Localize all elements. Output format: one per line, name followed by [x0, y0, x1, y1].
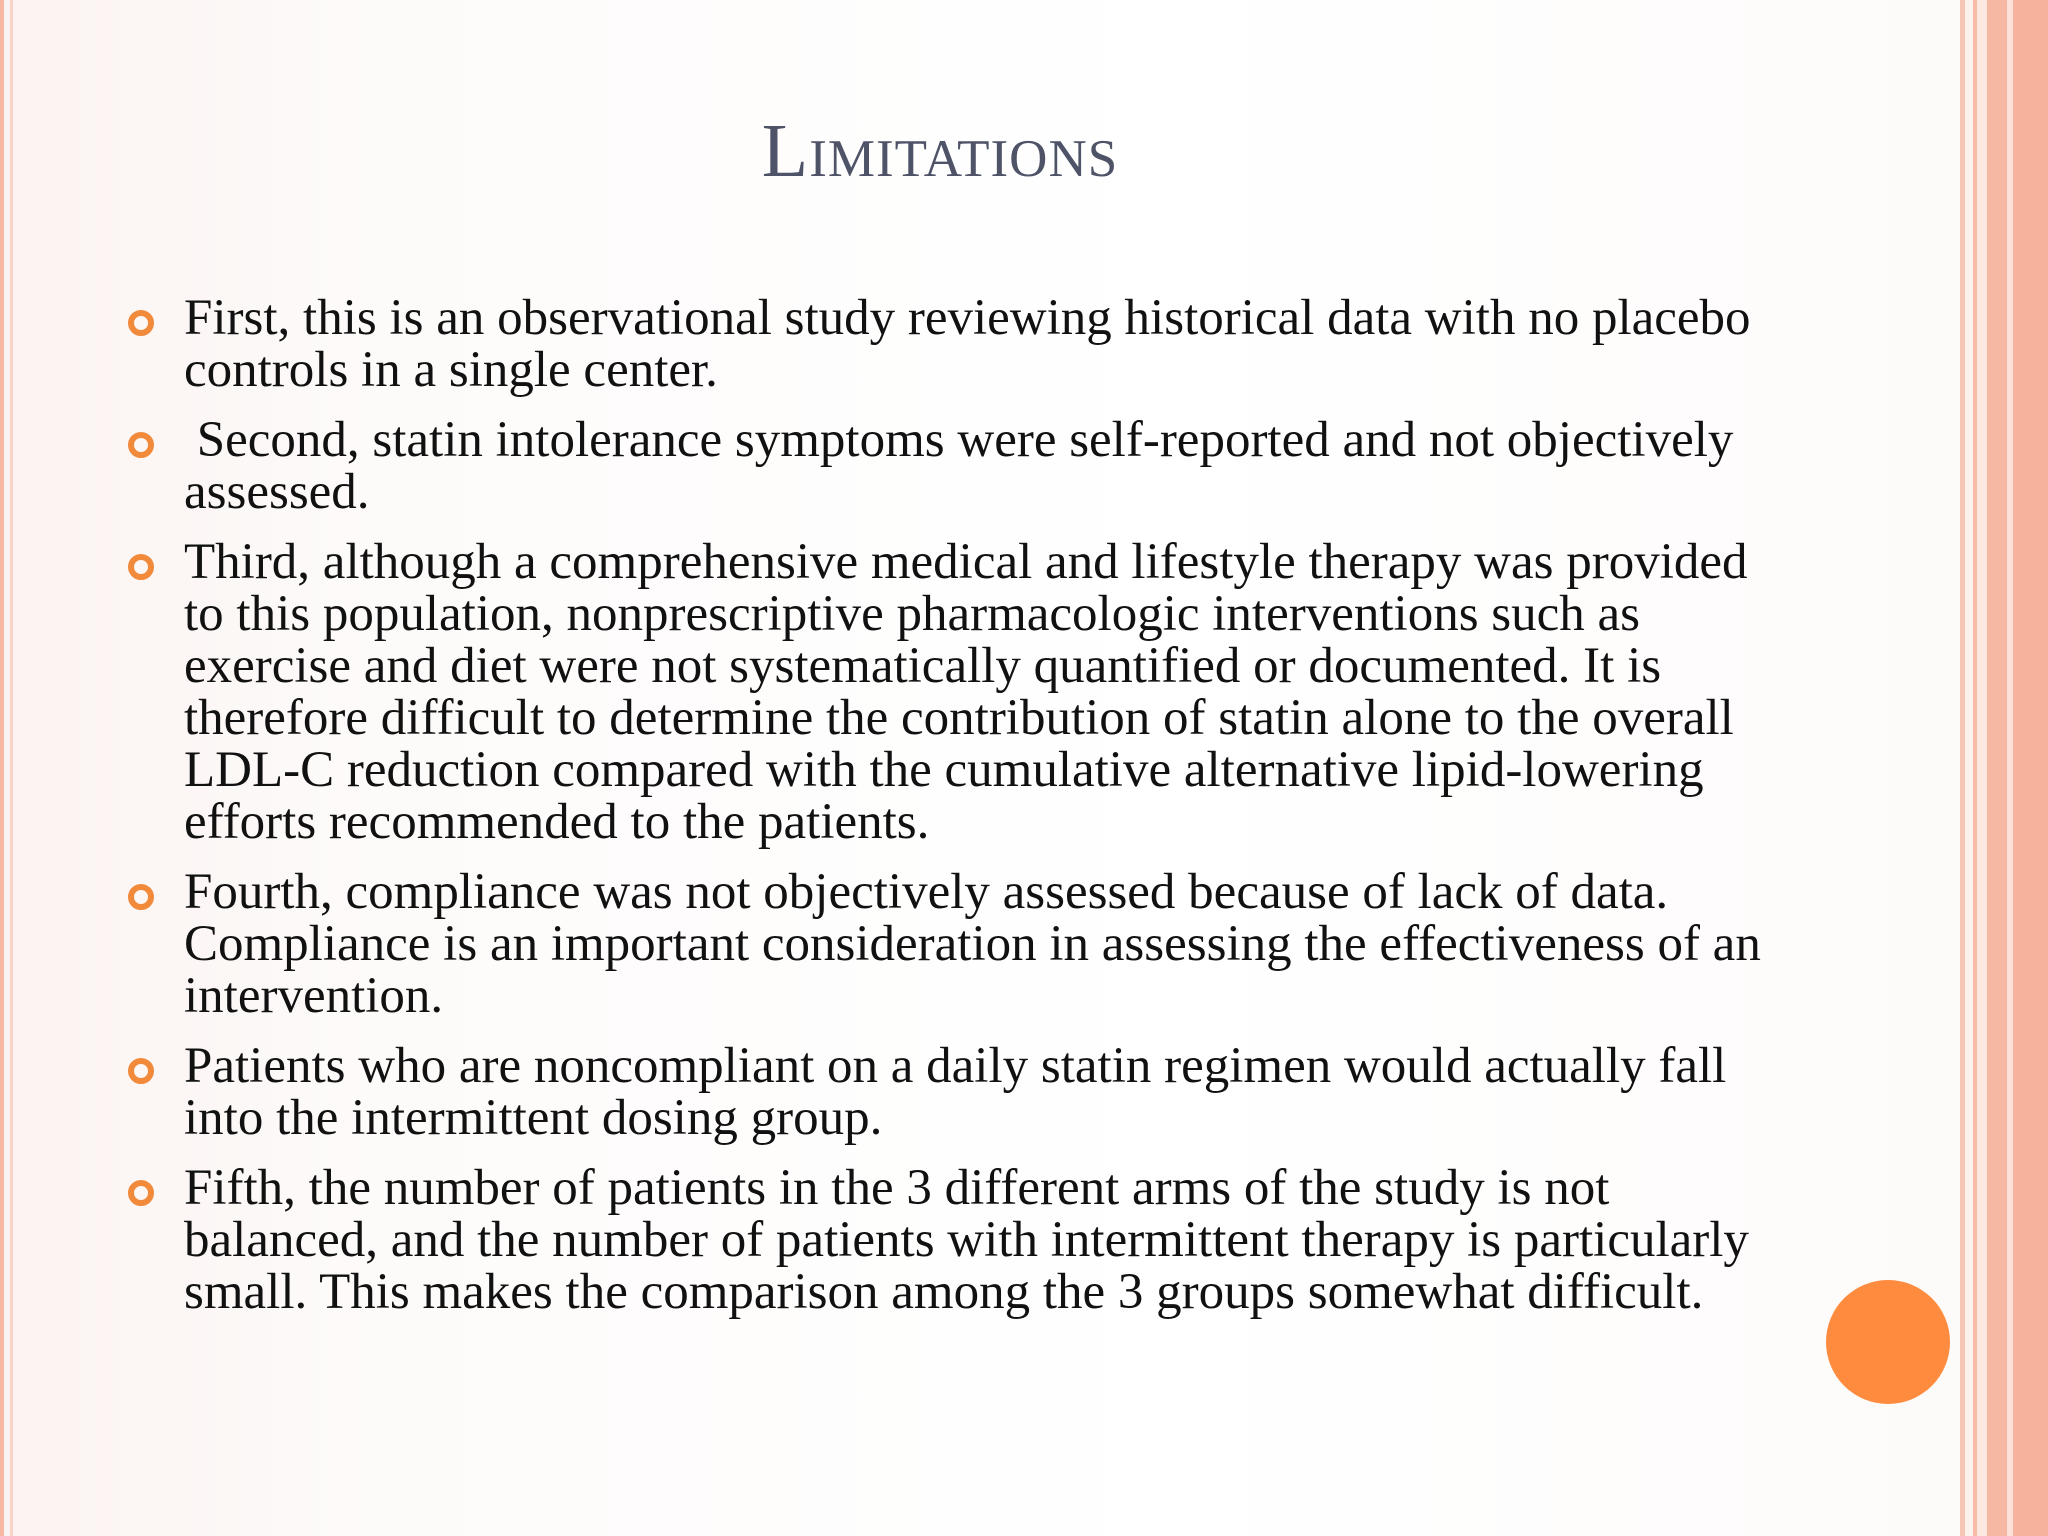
- slide-title: Limitations: [761, 109, 1119, 193]
- left-border-line-inner: [10, 0, 13, 1536]
- bullet-text: Patients who are noncompliant on a daily statin regimen would actually fall into the intermittent dosing group.: [184, 1038, 1727, 1146]
- bullet-text: Second, statin intolerance symptoms were self-reported and not objectively assessed.: [184, 412, 1747, 520]
- left-border-line: [0, 0, 4, 1536]
- hollow-circle-bullet-icon: [128, 1180, 154, 1206]
- bullet-text: Fourth, compliance was not objectively assessed because of lack of data. Compliance is an important consideration in assessing the effectiveness of an intervention.: [184, 864, 1761, 1024]
- bullet-item: [124, 536, 1784, 848]
- bullet-item: [124, 1040, 1784, 1144]
- bullet-item: [124, 866, 1784, 1022]
- bullet-text: Fifth, the number of patients in the 3 different arms of the study is not balanced, and the number of patients with intermittent therapy is particularly small. This makes the comparison among the 3 groups somewhat difficult.: [184, 1160, 1749, 1320]
- right-stripe: [2013, 0, 2048, 1536]
- hollow-circle-bullet-icon: [128, 432, 154, 458]
- bullet-text: Third, although a comprehensive medical and lifestyle therapy was provided to this population, nonprescriptive pharmacologic interventions such as exercise and diet were not systematically quantified or documented. It is therefore difficult to determine the contribution of statin alone to the overall LDL-C reduction compared with the cumulative alternative lipid-lowering efforts recommended to the patients.: [184, 534, 1748, 850]
- hollow-circle-bullet-icon: [128, 310, 154, 336]
- bullet-item: [124, 1162, 1784, 1318]
- hollow-circle-bullet-icon: [128, 884, 154, 910]
- hollow-circle-bullet-icon: [128, 1058, 154, 1084]
- orange-circle-decoration: [1826, 1280, 1950, 1404]
- bullet-text: First, this is an observational study reviewing historical data with no placebo controls in a single center.: [184, 290, 1751, 398]
- right-stripe: [1965, 0, 1973, 1536]
- bullet-item: [124, 292, 1784, 396]
- hollow-circle-bullet-icon: [128, 554, 154, 580]
- bullet-item: [124, 414, 1784, 518]
- right-stripe: [1987, 0, 2007, 1536]
- bullet-list: [124, 292, 1784, 1336]
- right-stripe: [1977, 0, 1987, 1536]
